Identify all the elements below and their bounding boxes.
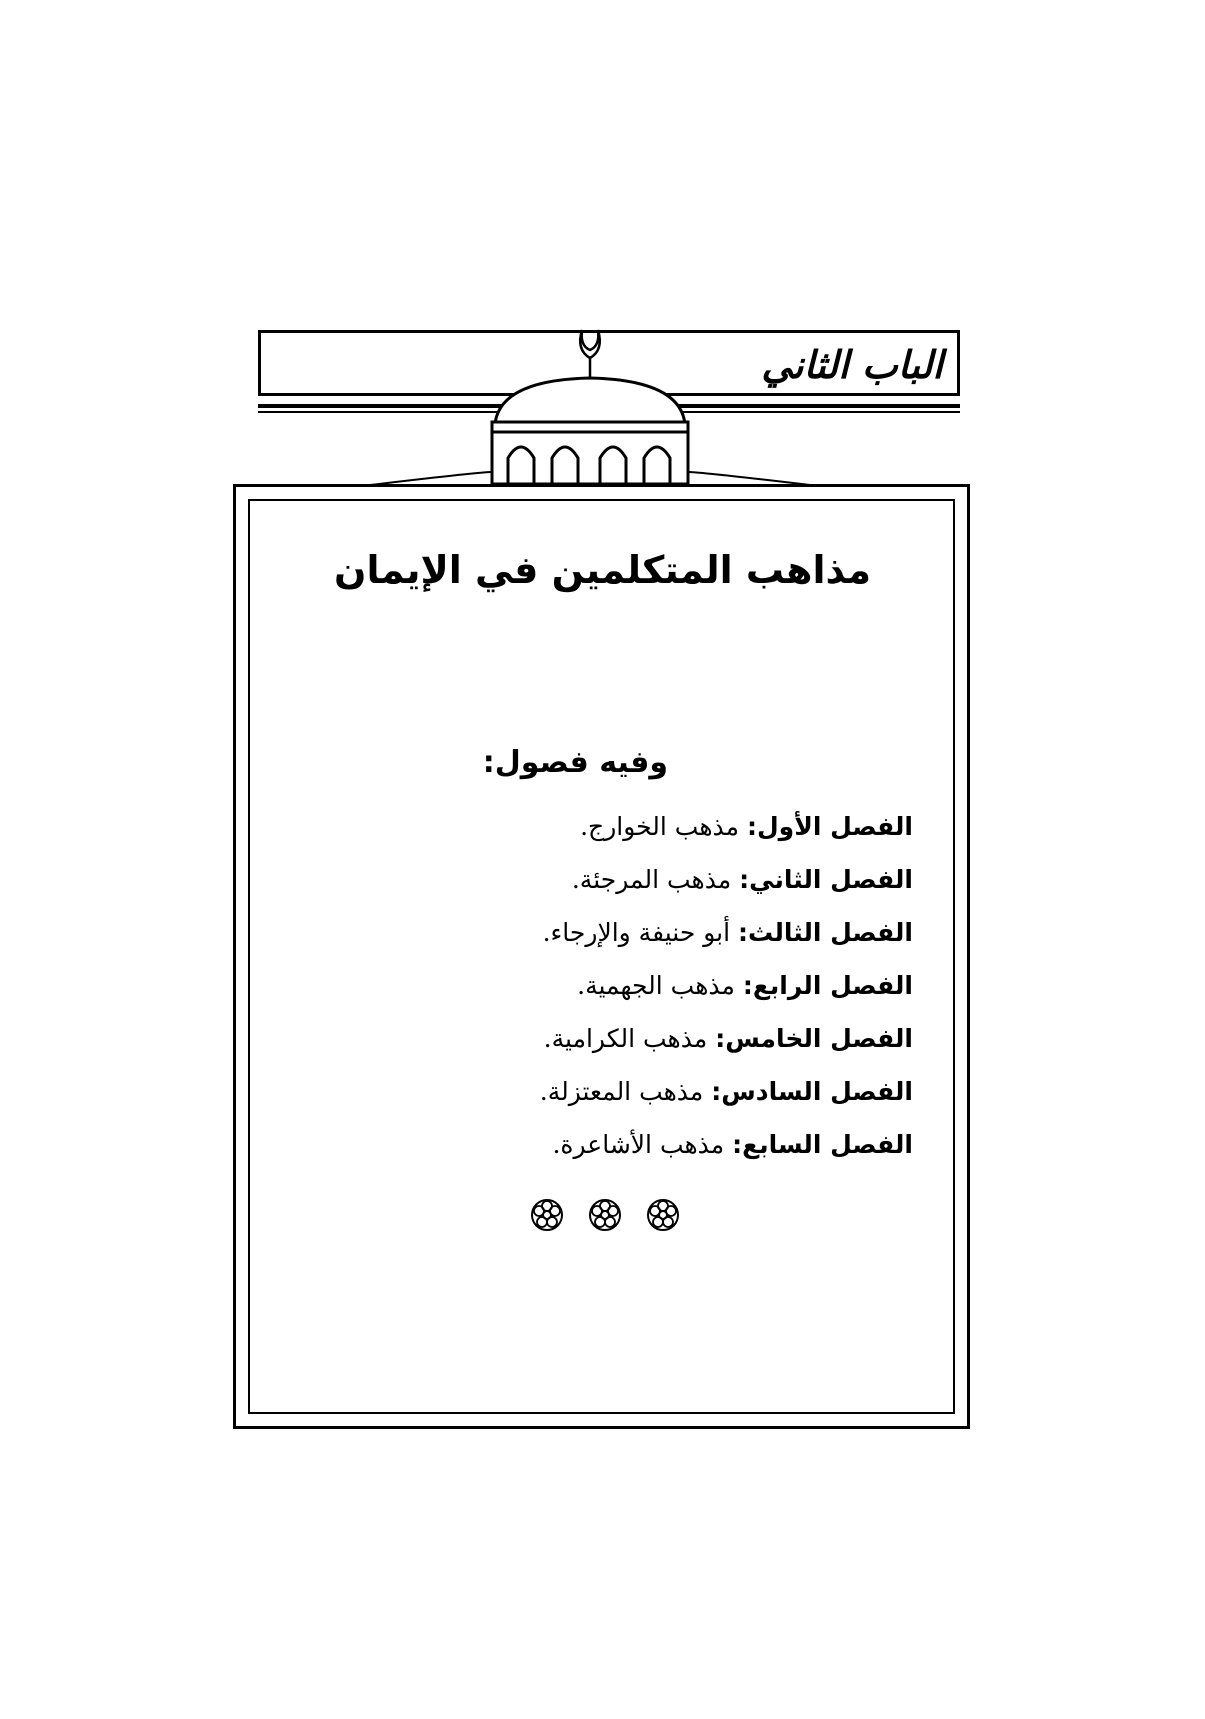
list-item: الفصل الثالث: أبو حنيفة والإرجاء.	[542, 918, 913, 947]
flower-ornament-icon	[646, 1198, 680, 1232]
banner-title: الباب الثاني	[761, 342, 943, 387]
page-title: مذاهب المتكلمين في الإيمان	[334, 548, 871, 592]
list-item: الفصل الثاني: مذهب المرجئة.	[571, 865, 913, 894]
chapters-intro: وفيه فصول:	[482, 745, 668, 780]
list-item: الفصل الخامس: مذهب الكرامية.	[543, 1024, 913, 1053]
chapter-list	[453, 800, 913, 1171]
ornament-row	[530, 1198, 680, 1238]
flower-ornament-icon	[530, 1198, 564, 1232]
dome-icon	[360, 322, 840, 492]
list-item: الفصل الأول: مذهب الخوارج.	[580, 812, 913, 841]
list-item: الفصل الرابع: مذهب الجهمية.	[577, 971, 913, 1000]
flower-ornament-icon	[588, 1198, 622, 1232]
list-item: الفصل السابع: مذهب الأشاعرة.	[552, 1130, 913, 1159]
list-item: الفصل السادس: مذهب المعتزلة.	[539, 1077, 913, 1106]
